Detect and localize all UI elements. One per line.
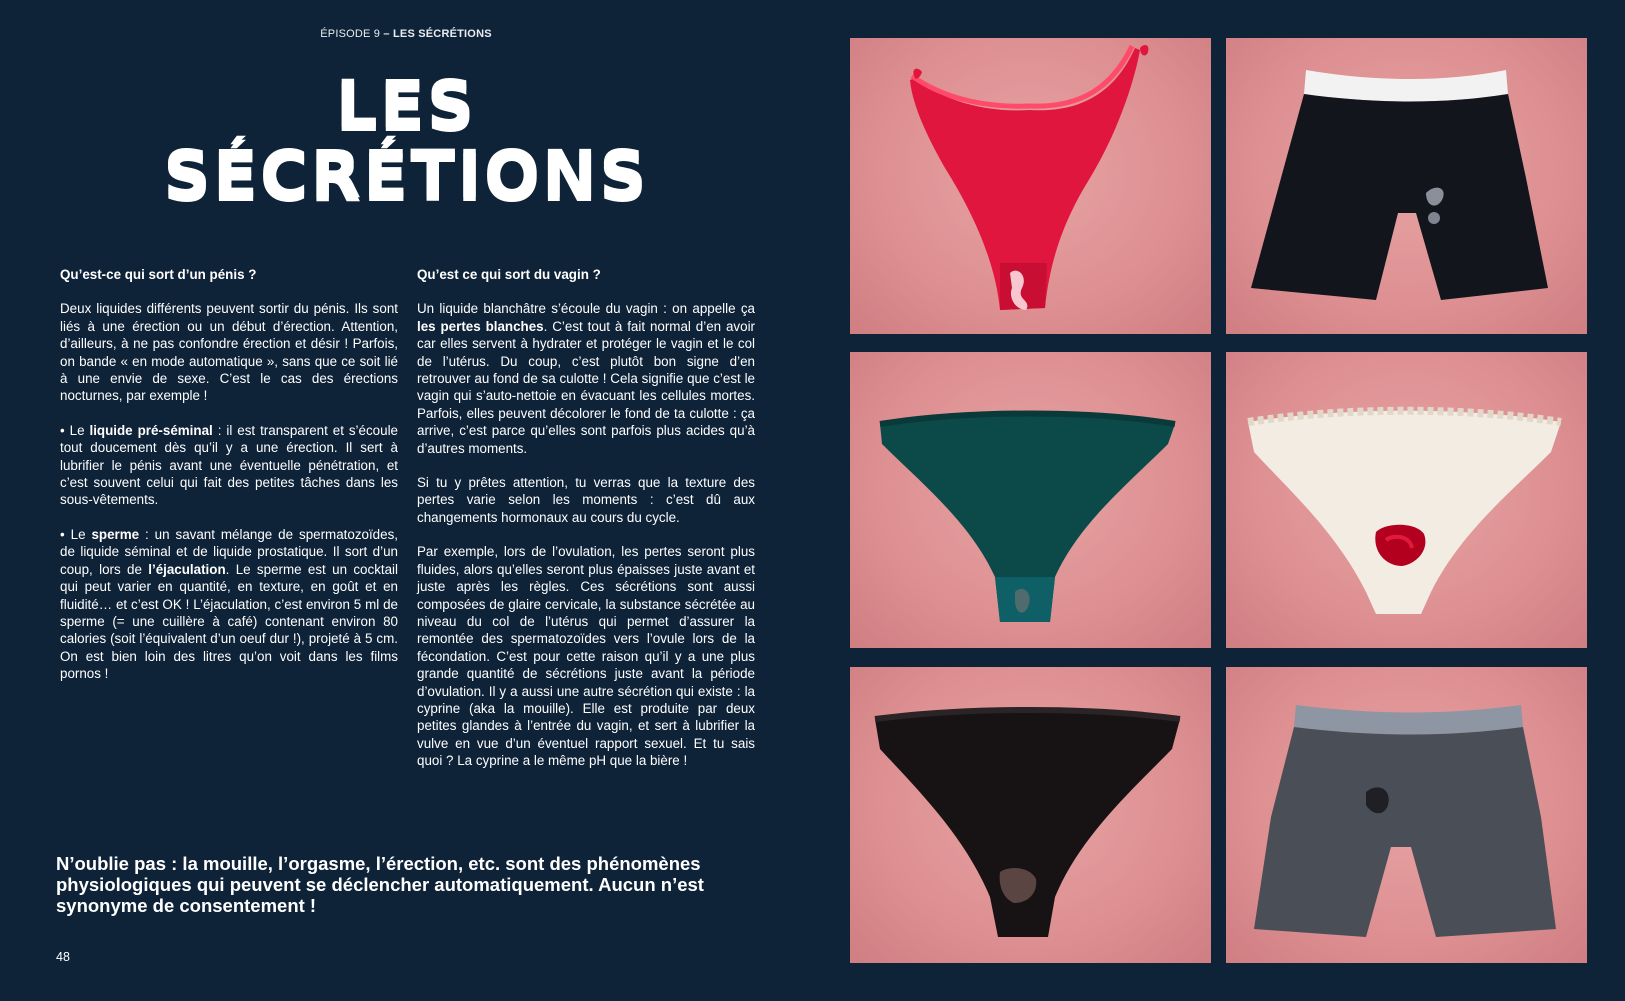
- episode-header: [0, 28, 812, 40]
- sperm-item: [60, 526, 398, 683]
- bullet: • Le: [60, 526, 92, 542]
- vagina-paragraph-1: [417, 300, 755, 457]
- consent-callout: N’oublie pas : la mouille, l’orgasme, l’érection, etc. sont des phénomènes physiologiques qui peuvent se déclencher automatiquement. Aucun n’est synonyme de consentement !: [56, 853, 704, 916]
- episode-label: ÉPISODE 9: [320, 28, 381, 40]
- vagina-column: [417, 266, 755, 787]
- title-line-2: SÉCRÉTIONS: [163, 136, 649, 213]
- title-line-1: LES: [335, 66, 477, 143]
- episode-separator: –: [380, 28, 393, 40]
- episode-title: LES SÉCRÉTIONS: [392, 28, 492, 40]
- sperm-text-a: : un savant mélange de spermatozoïdes, de liquide séminal et de liquide prostatique. Il sort d’un coup, lors de: [60, 526, 398, 577]
- sperm-text-b: . Le sperme est un cocktail qui peut varier en quantité, en texture, en goût et en fluidité… et c’est OK ! L’éjaculation, c’est environ 5 ml de sperme (= une cuillère à café) contenant environ 80 calories (soit l’équivalent d’un oeuf dur !), projeté à 5 cm. On est bien loin des litres qu’on voit dans les films pornos !: [60, 561, 399, 682]
- p1-text-a: Un liquide blanchâtre s’écoule du vagin : on appelle ça: [417, 301, 755, 317]
- red-thong-photo: [850, 38, 1211, 334]
- vagina-paragraph-2: Si tu y prêtes attention, tu verras que la texture des pertes varie selon les moments : c’est dû aux changements hormonaux au cours du cycle.: [417, 475, 755, 525]
- pre-seminal-term: liquide pré-séminal: [89, 422, 213, 438]
- teal-lace-brief-photo: [850, 352, 1211, 648]
- page-title: [0, 66, 812, 213]
- bullet: • Le: [60, 422, 90, 438]
- grey-boxer-photo: [1226, 667, 1587, 963]
- penis-column: [60, 266, 398, 700]
- vagina-heading: Qu’est ce qui sort du vagin ?: [417, 267, 601, 282]
- ejaculation-term: l’éjaculation: [148, 561, 226, 577]
- vagina-paragraph-3: Par exemple, lors de l’ovulation, les pertes seront plus fluides, alors qu’elles seront plus épaisses juste avant et juste après les règles. Ces sécrétions sont aussi composées de glaire cervicale, la substance sécrétée au niveau du col de l’utérus qui permet d’assurer la remontée des spermatozoïdes vers l’ovule lors de la fécondation. C’est pour cette raison qu’il y a une plus grande quantité de sécrétions juste avant la période d’ovulation. Il y a aussi une autre sécrétion qui existe : la cyprine (aka la mouille). Elle est produite par deux petites glandes à l’entrée du vagin, et sert à lubrifier la vulve en vue d’un éventuel rapport sexuel. Et tu sais quoi ? La cyprine a le même pH que la bière !: [417, 544, 755, 769]
- sperm-term: sperme: [91, 526, 140, 542]
- p1-text-b: . C’est tout à fait normal d’en avoir car elles servent à hydrater et protéger le vagin et le col de l’utérus. Du coup, c’est plutôt bon signe d’en retrouver au fond de sa culotte ! Cela signifie que c’est le vagin qui s’auto-nettoie en évacuant les cellules mortes. Parfois, elles peuvent décolorer le fond de ta culotte : ça arrive, c’est parce qu’elles sont parfois plus acides qu’à d’autres moments.: [417, 318, 756, 456]
- black-lace-brief-photo: [850, 667, 1211, 963]
- pertes-blanches-term: les pertes blanches: [417, 318, 544, 334]
- pre-seminal-item: [60, 422, 398, 509]
- penis-heading: Qu’est-ce qui sort d’un pénis ?: [60, 267, 257, 282]
- cream-ruffle-brief-photo: [1226, 352, 1587, 648]
- penis-intro: Deux liquides différents peuvent sortir du pénis. Ils sont liés à une érection ou un début d’érection. Attention, d’ailleurs, à ne pas confondre érection et désir ! Parfois, on bande « en mode automatique », sans que ce soit lié à une envie de sexe. C’est le cas des érections nocturnes, par exemple !: [60, 301, 398, 404]
- pre-seminal-text: : il est transparent et s’écoule tout doucement dès qu’il y a une érection. Il sert à lubrifier le pénis avant une éventuelle pénétration, et c’est souvent celui qui fait des petites tâches dans les sous-vêtements.: [60, 422, 398, 508]
- navy-boxer-photo: [1226, 38, 1587, 334]
- page-number: 48: [56, 950, 70, 964]
